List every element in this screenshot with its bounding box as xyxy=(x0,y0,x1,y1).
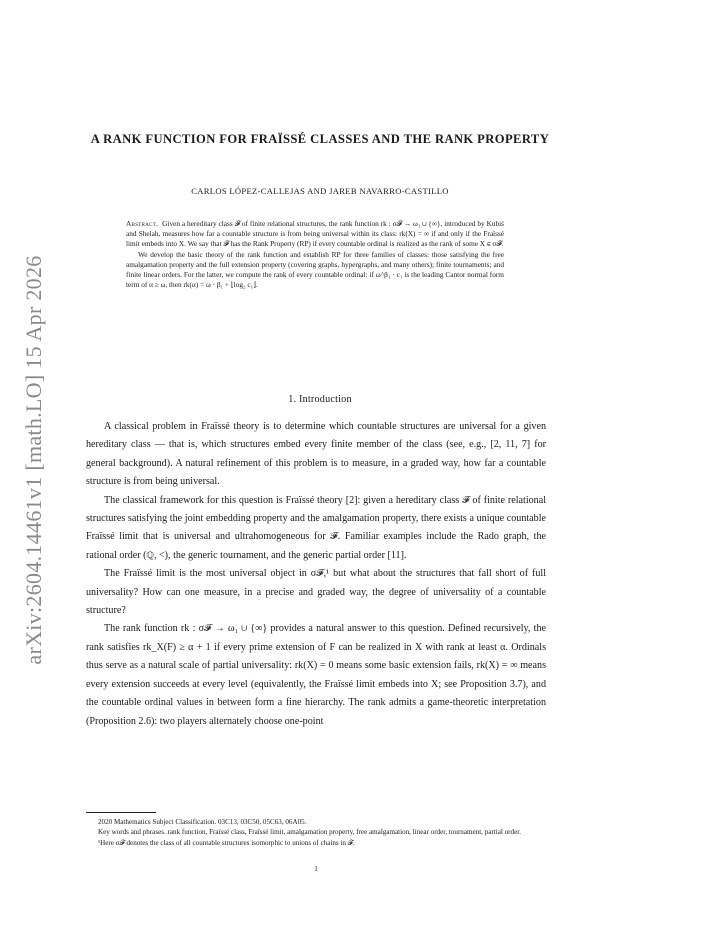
footnote-1: ¹Here σ𝓕 denotes the class of all countable structures isomorphic to unions of chains in 𝓕. xyxy=(98,838,355,847)
abstract-paragraph-2: We develop the basic theory of the rank function and establish RP for three families of classes: those satisfying the free amalgamation property and the full extension property (covering graphs, hypergraphs, and many others); finite tournaments; and finite linear orders. For the latter, we compute the rank of every countable ordinal: if ω^β₁ · c₁ is the leading Cantor normal form term of α ≥ ω, then rk(α) = ω · β₁ + ⌊log₂ c₁⌋. xyxy=(126,249,504,290)
abstract-paragraph-1 xyxy=(126,219,504,250)
footnote-rule xyxy=(86,812,156,813)
body-paragraph: The rank function rk : σ𝓕 → ω₁ ∪ {∞} provides a natural answer to this question. Defined recursively, the rank satisfies rk_X(F) ≥ α + 1 if every prime extension of F can be realized in X with rank at least α. Ordinals thus serve as a natural scale of partial universality: rk(X) = 0 means some basic extension fails, rk(X) = ∞ means every extension succeeds at every level (equivalently, the Fraïssé limit embeds into X; see Proposition 3.7), and the countable ordinal values in between form a fine hierarchy. The rank admits a game-theoretic interpretation (Proposition 2.6): two players alternately choose one-point xyxy=(86,623,546,727)
body-paragraph: The classical framework for this question is Fraïssé theory [2]: given a hereditary class 𝓕 of finite relational structures satisfying the joint embedding property and the amalgamation property, there exists a unique countable Fraïssé limit that is universal and ultrahomogeneous for 𝓕. Familiar examples include the Rado graph, the rational order (ℚ, <), the generic tournament, and the generic partial order [11]. xyxy=(86,494,546,561)
arxiv-sidebar-stamp xyxy=(8,240,60,680)
paper-title: A RANK FUNCTION FOR FRAÏSSÉ CLASSES AND THE RANK PROPERTY xyxy=(90,132,550,146)
paper-authors: CARLOS LÓPEZ-CALLEJAS AND JAREB NAVARRO-CASTILLO xyxy=(191,186,449,196)
abstract-label: Abstract. xyxy=(126,219,159,228)
body-text xyxy=(86,418,546,731)
abstract xyxy=(126,219,504,290)
page-number: 1 xyxy=(314,865,318,873)
section-heading: 1. Introduction xyxy=(288,394,352,405)
footnote-msc: 2020 Mathematics Subject Classification. 03C13, 03C50, 05C63, 06A05. xyxy=(98,818,307,826)
footnotes xyxy=(86,817,546,848)
body-paragraph: A classical problem in Fraïssé theory is to determine which countable structures are universal for a given hereditary class — that is, which structures embed every finite member of the class (see, e.g., [2, 11, 7] for general background). A natural refinement of this problem is to measure, in a graded way, how far a countable structure is from being universal. xyxy=(86,421,546,488)
footnote-keywords: Key words and phrases. rank function, Fraïssé class, Fraïssé limit, amalgamation property, free amalgamation, linear order, tournament, partial order. xyxy=(98,828,521,837)
abstract-text-1: Given a hereditary class 𝓕 of finite relational structures, the rank function rk : σ𝓕 → ω₁ ∪ {∞}, introduced by Kubiś and Shelah, measures how far a countable structure is from being universal within its class: rk(X) = ∞ if and only if the Fraïssé limit embeds into X. We say that 𝓕 has the Rank Property (RP) if every countable ordinal is realized as the rank of some X ∈ σ𝓕. xyxy=(126,219,505,249)
arxiv-identifier: arXiv:2604.14461v1 [math.LO] 15 Apr 2026 xyxy=(21,255,46,665)
body-paragraph: The Fraïssé limit is the most universal object in σ𝓕,¹ but what about the structures that fall short of full universality? How can one measure, in a precise and graded way, the degree of universality of a countable structure? xyxy=(86,568,546,617)
